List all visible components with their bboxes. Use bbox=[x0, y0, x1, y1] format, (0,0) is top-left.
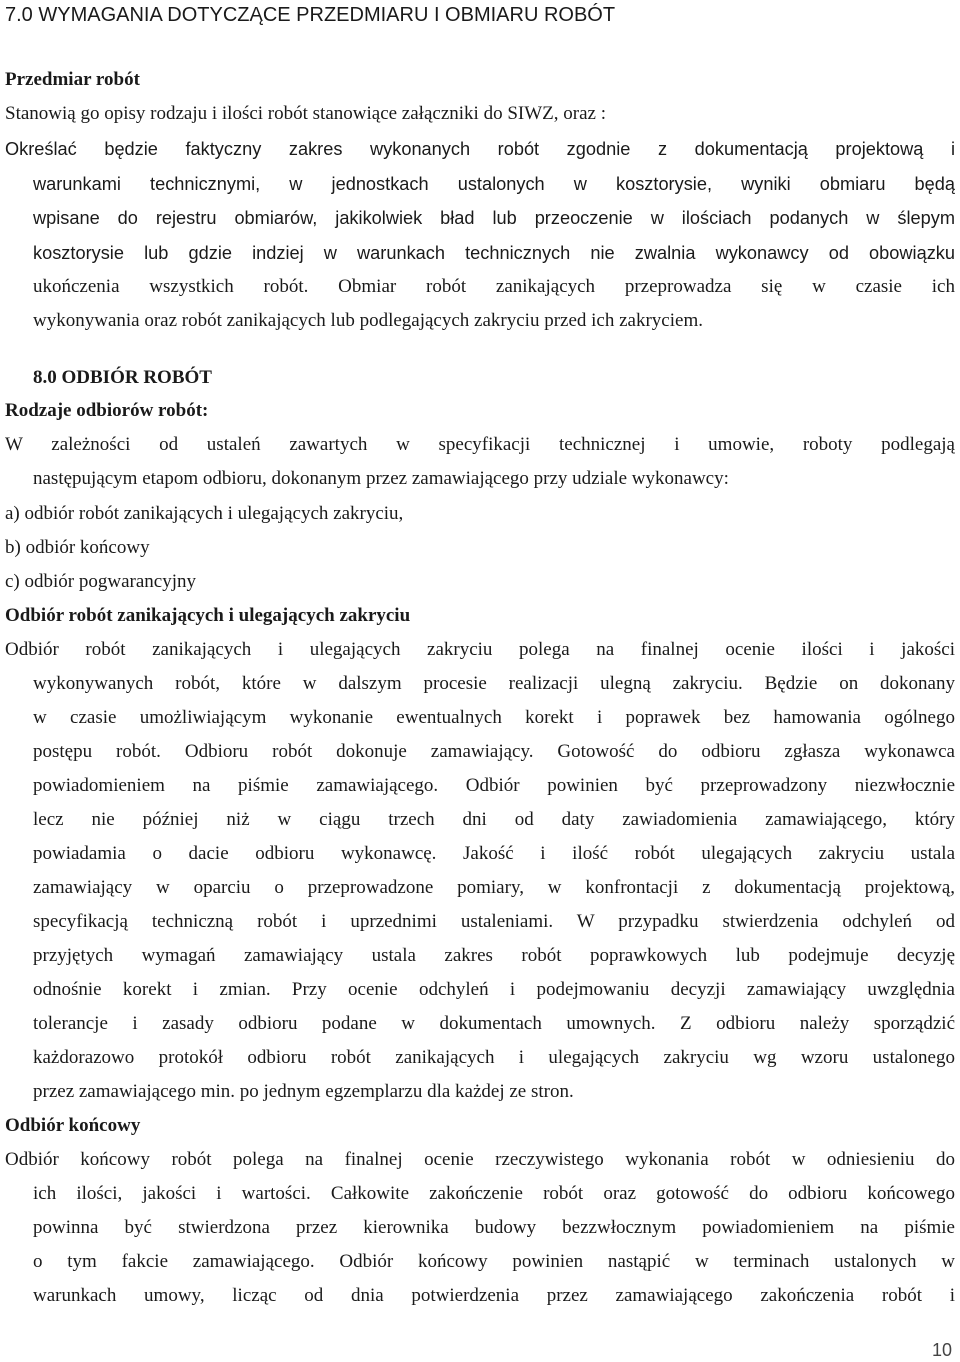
list-item: a) odbiór robót zanikających i ulegających zakryciu, bbox=[5, 503, 404, 524]
paragraph-line: Odbiór robót zanikających i ulegających zakryciu polega na finalnej ocenie ilości i jakości bbox=[5, 639, 955, 660]
paragraph-line: Określać będzie faktyczny zakres wykonanych robót zgodnie z dokumentacją projektową i bbox=[5, 139, 955, 159]
paragraph-line: tolerancje i zasady odbioru podane w dokumentach umownych. Z odbioru należy sporządzić bbox=[33, 1013, 955, 1034]
paragraph-line: wykonywanych robót, które w dalszym procesie realizacji ulegną zakryciu. Będzie on dokonany bbox=[33, 673, 955, 694]
paragraph-line: Stanowią go opisy rodzaju i ilości robót stanowiące załączniki do SIWZ, oraz : bbox=[5, 103, 606, 124]
paragraph-line: ich ilości, jakości i wartości. Całkowite zakończenie robót oraz gotowość do odbioru końcowego bbox=[33, 1183, 955, 1204]
paragraph-line: zamawiający w oparciu o przeprowadzone pomiary, w konfrontacji z dokumentacją projektową, bbox=[33, 877, 955, 898]
paragraph-line: następującym etapom odbioru, dokonanym przez zamawiającego przy udziale wykonawcy: bbox=[33, 468, 729, 489]
paragraph-line: specyfikacją techniczną robót i uprzednimi ustaleniami. W przypadku stwierdzenia odchyleń od bbox=[33, 911, 955, 932]
paragraph-line: w czasie umożliwiającym wykonanie ewentualnych korekt i poprawek bez hamowania ogólnego bbox=[33, 707, 955, 728]
paragraph-line: lecz nie później niż w ciągu trzech dni od daty zawiadomienia zamawiającego, który bbox=[33, 809, 955, 830]
section-8-heading: 8.0 ODBIÓR ROBÓT bbox=[33, 367, 212, 388]
paragraph-line: powinna być stwierdzona przez kierownika budowy bezzwłocznym powiadomieniem na piśmie bbox=[33, 1217, 955, 1238]
final-acceptance-heading: Odbiór końcowy bbox=[5, 1115, 141, 1136]
page-number: 10 bbox=[931, 1340, 952, 1360]
paragraph-line: powiadamia o dacie odbioru wykonawcę. Jakość i ilość robót ulegających zakryciu ustala bbox=[33, 843, 955, 864]
paragraph-line: warunkami technicznymi, w jednostkach ustalonych w kosztorysie, wyniki obmiaru będą bbox=[33, 174, 955, 194]
paragraph-line: powiadomieniem na piśmie zamawiającego. Odbiór powinien być przeprowadzony niezwłocznie bbox=[33, 775, 955, 796]
paragraph-line: postępu robót. Odbioru robót dokonuje zamawiający. Gotowość do odbioru zgłasza wykonawca bbox=[33, 741, 955, 762]
paragraph-line: warunkach umowy, licząc od dnia potwierdzenia przez zamawiającego zakończenia robót i bbox=[33, 1285, 955, 1306]
rodzaje-odbiorow-subheading: Rodzaje odbiorów robót: bbox=[5, 400, 209, 421]
paragraph-line: o tym fakcie zamawiającego. Odbiór końcowy powinien nastąpić w terminach ustalonych w bbox=[33, 1251, 955, 1272]
paragraph-line: odnośnie korekt i zmian. Przy ocenie odchyleń i podejmowaniu decyzji zamawiający uwzględnia bbox=[33, 979, 955, 1000]
paragraph-line: przez zamawiającego min. po jednym egzemplarzu dla każdej ze stron. bbox=[33, 1081, 574, 1102]
section-7-heading: 7.0 WYMAGANIA DOTYCZĄCE PRZEDMIARU I OBMIARU ROBÓT bbox=[5, 4, 616, 26]
paragraph-line: Odbiór końcowy robót polega na finalnej ocenie rzeczywistego wykonania robót w odniesieniu do bbox=[5, 1149, 955, 1170]
paragraph-line: wykonywania oraz robót zanikających lub podlegających zakryciu przed ich zakryciem. bbox=[33, 310, 703, 331]
list-item: c) odbiór pogwarancyjny bbox=[5, 571, 196, 592]
paragraph-line: ukończenia wszystkich robót. Obmiar robót zanikających przeprowadza się w czasie ich bbox=[33, 276, 955, 297]
list-item: b) odbiór końcowy bbox=[5, 537, 150, 558]
hidden-works-heading: Odbiór robót zanikających i ulegających zakryciu bbox=[5, 605, 411, 626]
paragraph-line: W zależności od ustaleń zawartych w specyfikacji technicznej i umowie, roboty podlegają bbox=[5, 434, 955, 455]
paragraph-line: wpisane do rejestru obmiarów, jakikolwiek bład lub przeoczenie w ilościach podanych w ślepym bbox=[33, 208, 955, 228]
paragraph-line: każdorazowo protokół odbioru robót zanikających i ulegających zakryciu wg wzoru ustalonego bbox=[33, 1047, 955, 1068]
paragraph-line: przyjętych wymagań zamawiający ustala zakres robót poprawkowych lub podejmuje decyzję bbox=[33, 945, 955, 966]
przedmiar-subheading: Przedmiar robót bbox=[5, 69, 140, 90]
paragraph-line: kosztorysie lub gdzie indziej w warunkach technicznych nie zwalnia wykonawcy od obowiązku bbox=[33, 243, 955, 263]
